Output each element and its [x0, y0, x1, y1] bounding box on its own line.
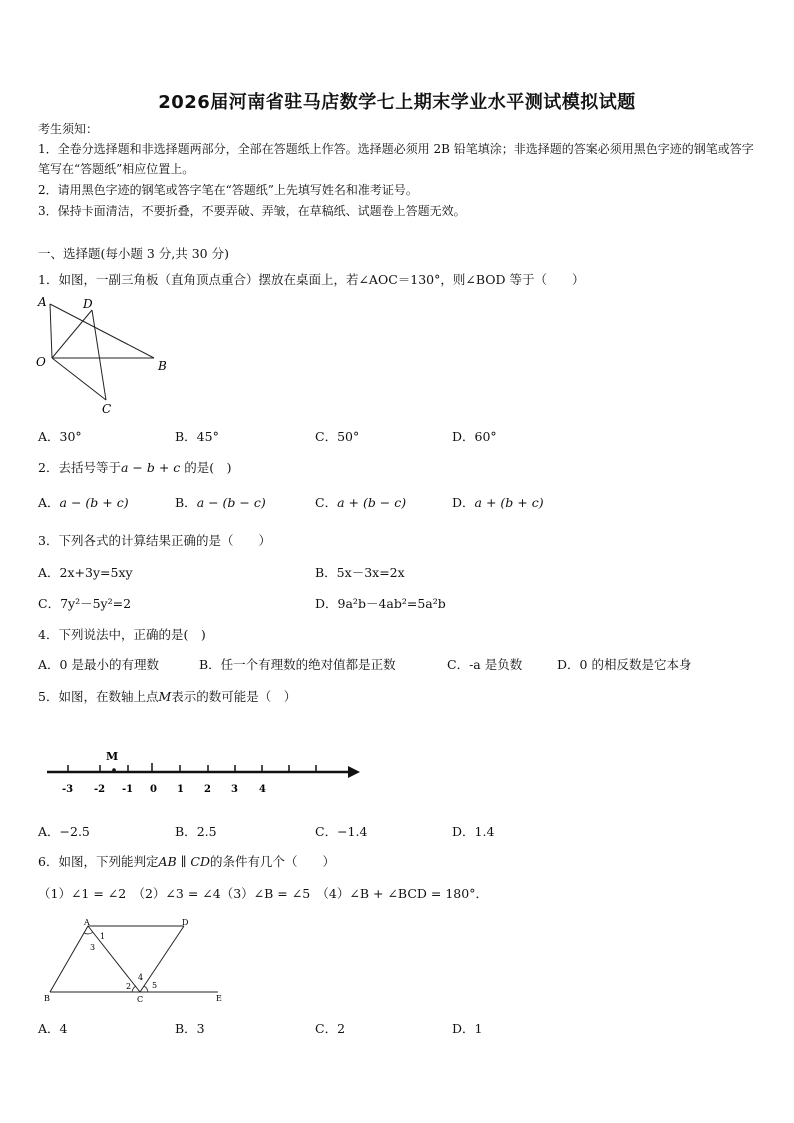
label-d: D [83, 297, 93, 311]
q5-stem [38, 687, 296, 705]
option-letter: A． [38, 495, 60, 510]
segment-ab [50, 304, 154, 358]
option-expr: a − (b − c) [196, 495, 266, 510]
point-m-label: M [106, 750, 119, 763]
segment-ab [50, 926, 88, 992]
q5-option-c [315, 822, 367, 840]
option-expr: a − (b + c) [59, 495, 129, 510]
angle-arc [84, 932, 93, 934]
angle-label-5: 5 [152, 981, 158, 990]
option-letter: B． [175, 824, 197, 839]
point-m [112, 768, 116, 772]
option-letter: C． [315, 495, 338, 510]
q4-option-c: C．-a 是负数 [447, 657, 523, 672]
q1-stem: 1．如图，一副三角板（直角顶点重合）摆放在桌面上，若∠AOC＝130°，则∠BOD 等于（ ） [38, 272, 585, 287]
q6-option-a: A．4 [38, 1021, 68, 1036]
q3-option-d: D．9a²b－4ab²=5a²b [315, 596, 446, 611]
q3-option-b: B．5x－3x=2x [315, 565, 405, 580]
segment-ac [88, 926, 140, 992]
label-a: A [38, 295, 47, 309]
q2-stem-suffix: 的是( ) [180, 460, 232, 475]
q2-stem-expr: a − b + c [120, 460, 181, 475]
notice-item-3: 3．保持卡面清洁，不要折叠，不要弄破、弄皱，在草稿纸、试题卷上答题无效。 [38, 204, 466, 218]
q4-option-b: B．任一个有理数的绝对值都是正数 [199, 657, 396, 672]
q3-option-c: C．7y²－5y²=2 [38, 596, 132, 611]
option-value: 2.5 [196, 824, 217, 839]
q6-stem [38, 852, 335, 870]
q3-stem: 3．下列各式的计算结果正确的是（ ） [38, 533, 271, 548]
option-letter: D． [452, 824, 475, 839]
option-expr: a + (b + c) [474, 495, 544, 510]
arrow-head-icon [348, 766, 360, 778]
q5-option-a [38, 822, 90, 840]
q2-option-d [452, 493, 544, 511]
q1-triangle-figure [32, 292, 182, 417]
segment-od [52, 310, 92, 358]
notice-item-2: 2．请用黑色字迹的钢笔或答字笔在“答题纸”上先填写姓名和准考证号。 [38, 183, 418, 197]
tick-label: -1 [122, 784, 134, 795]
q2-option-c [315, 493, 406, 511]
q1-option-a: A．30° [38, 429, 82, 444]
q6-stem-suffix: 的条件有几个（ ） [210, 854, 336, 869]
label-c: C [137, 995, 144, 1004]
angle-label-2: 2 [126, 982, 132, 991]
q4-stem: 4．下列说法中，正确的是( ) [38, 627, 206, 642]
q2-stem-prefix: 2．去括号等于 [38, 460, 121, 475]
option-letter: C． [315, 824, 338, 839]
option-expr: a + (b − c) [337, 495, 407, 510]
q6-option-b: B．3 [175, 1021, 205, 1036]
q6-option-d: D．1 [452, 1021, 483, 1036]
angle-label-1: 1 [100, 932, 106, 941]
q6-stem-expr: AB ∥ CD [158, 854, 210, 869]
tick-label: 4 [259, 784, 266, 795]
section-heading: 一、选择题(每小题 3 分,共 30 分) [38, 246, 229, 261]
segment-oc [52, 358, 106, 400]
option-value: −1.4 [337, 824, 368, 839]
angle-arc [144, 986, 148, 992]
segment-ao [50, 304, 52, 358]
q5-option-d [452, 822, 494, 840]
label-b: B [44, 994, 50, 1003]
q5-number-line [42, 745, 372, 800]
label-d: D [182, 918, 189, 927]
tick-label: -2 [94, 784, 106, 795]
q6-option-c: C．2 [315, 1021, 346, 1036]
option-letter: A． [38, 824, 60, 839]
tick-label: 1 [177, 784, 184, 795]
option-letter: D． [452, 495, 475, 510]
option-value: −2.5 [59, 824, 90, 839]
notice-item-1: 1．全卷分选择题和非选择题两部分，全部在答题纸上作答。选择题必须用 2B 铅笔填涂；非选择题的答案必须用黑色字迹的钢笔或答字笔写在“答题纸”相应位置上。 [38, 142, 754, 176]
angle-label-4: 4 [138, 973, 144, 982]
q6-parallel-figure [40, 915, 230, 1007]
label-a: A [84, 918, 90, 927]
q6-conditions: （1）∠1 = ∠2 （2）∠3 = ∠4（3）∠B = ∠5 （4）∠B + ∠BCD = 180°． [38, 886, 488, 901]
angle-label-3: 3 [90, 943, 96, 952]
segment-dc [140, 926, 184, 992]
q6-stem-prefix: 6．如图，下列能判定 [38, 854, 159, 869]
option-letter: B． [175, 495, 197, 510]
q5-stem-suffix: 表示的数可能是（ ） [171, 689, 297, 704]
q2-option-b [175, 493, 266, 511]
q1-option-b: B．45° [175, 429, 219, 444]
q5-stem-var: M [158, 689, 172, 704]
label-o: O [36, 355, 46, 369]
q4-option-a: A．0 是最小的有理数 [38, 657, 159, 672]
tick-label: 3 [231, 784, 238, 795]
q1-option-c: C．50° [315, 429, 360, 444]
q2-stem [38, 458, 232, 476]
label-b: B [158, 359, 167, 373]
segment-dc [92, 310, 106, 400]
tick-label: 2 [204, 784, 211, 795]
label-c: C [102, 402, 112, 416]
tick-label: -3 [62, 784, 74, 795]
q5-option-b [175, 822, 217, 840]
page-title: 2026届河南省驻马店数学七上期末学业水平测试模拟试题 [158, 92, 636, 113]
q2-option-a [38, 493, 129, 511]
q4-option-d: D．0 的相反数是它本身 [557, 657, 692, 672]
option-value: 1.4 [474, 824, 495, 839]
q3-option-a: A．2x+3y=5xy [38, 565, 133, 580]
tick-label: 0 [150, 784, 157, 795]
q1-option-d: D．60° [452, 429, 497, 444]
label-e: E [216, 994, 222, 1003]
q5-stem-prefix: 5．如图，在数轴上点 [38, 689, 159, 704]
notice-heading: 考生须知： [38, 122, 99, 136]
